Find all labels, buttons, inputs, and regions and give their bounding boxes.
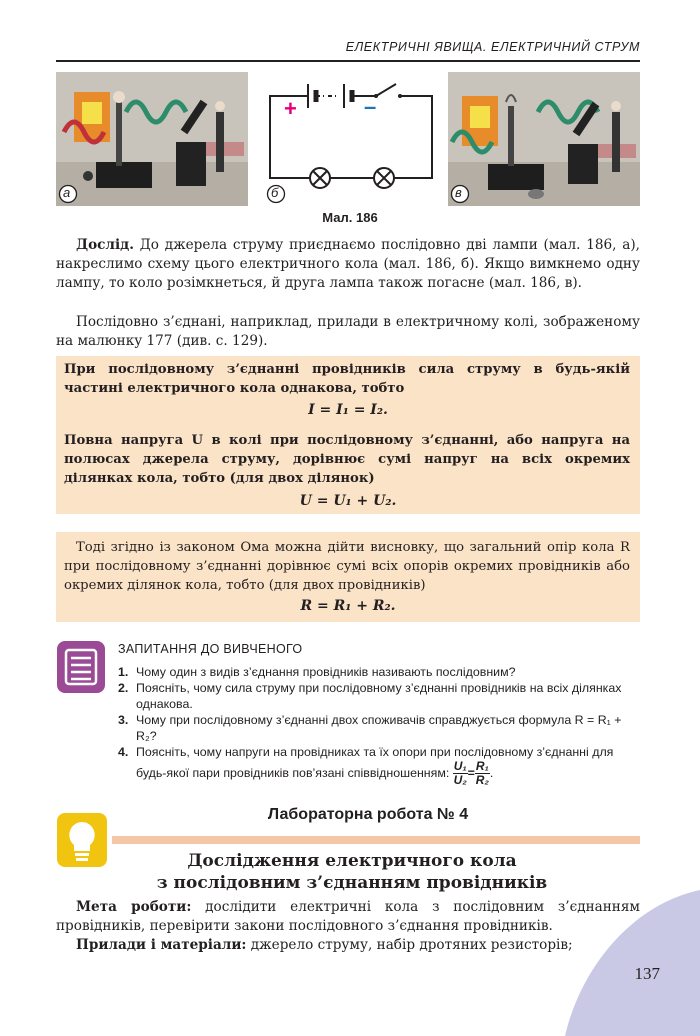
ratio-u1: U₁ xyxy=(453,759,467,773)
question-text: Поясніть, чому напруги на провідниках та їх опори при послідовному з’єднанні для будь-якої пари провідників пов’язані співвідношенням: xyxy=(136,745,614,780)
ratio-u2: U₂ xyxy=(453,773,467,787)
rule-resistance-content: Тоді згідно із законом Ома можна дійти висновку, що загальний опір кола R при послідовному з’єднанні дорівнює сумі всіх опорів окремих провідників або окремих ділянок кола, тобто (для двох провідників) xyxy=(64,540,630,593)
lab-subtitle-line1: Дослідження електричного кола xyxy=(187,851,517,871)
plus-sign: + xyxy=(284,96,297,121)
ratio-r xyxy=(475,760,490,787)
tools-text: джерело струму, набір дротяних резисторів; xyxy=(246,937,573,953)
paragraph-goal xyxy=(56,898,640,936)
label-a: а xyxy=(63,185,71,200)
questions-icon xyxy=(56,640,106,694)
photo-a xyxy=(56,72,248,206)
question-item xyxy=(118,712,642,744)
figure-caption: Мал. 186 xyxy=(322,210,378,225)
question-number: 4. xyxy=(118,745,129,759)
ratio-u xyxy=(453,760,468,787)
goal-text: дослідити електричні кола з послідовним з’єднанням провідників, перевірити закони послідовного з’єднання провідників. xyxy=(56,899,640,934)
ratio-eq: = xyxy=(467,765,475,780)
lab-title-rule xyxy=(112,836,640,844)
questions-list xyxy=(118,664,642,787)
paragraph-example: Послідовно з’єднані, наприклад, прилади в електричному колі, зображеному на малюнку 177 (див. с. 129). xyxy=(56,314,640,349)
paragraph-tools xyxy=(56,936,640,955)
question-text: Поясніть, чому сила струму при послідовному з’єднанні провідників на всіх ділянках однакова. xyxy=(136,681,622,711)
lab-subtitle xyxy=(120,850,584,894)
tools-lead: Прилади і матеріали: xyxy=(76,937,247,953)
header-rule xyxy=(56,60,640,62)
lightbulb-icon xyxy=(56,812,108,868)
question-text: Чому при послідовному з’єднанні двох споживачів справджується формула R = R₁ + R₂? xyxy=(136,713,622,743)
ratio-end: . xyxy=(489,765,494,780)
question-item xyxy=(118,680,642,712)
photo-c xyxy=(448,72,640,206)
goal-lead: Мета роботи: xyxy=(76,899,192,915)
formula-voltage: U = U₁ + U₂. xyxy=(299,493,397,509)
circuit-diagram xyxy=(264,72,440,206)
page-number: 137 xyxy=(634,964,660,983)
rule-voltage-text: Повна напруга U в колі при послідовному з’єднанні, або напруга на полюсах джерела струму, дорівнює сумі напруг на всіх окремих ділянках кола, тобто (для двох ділянок) xyxy=(64,433,630,486)
lab-title: Лабораторна робота № 4 xyxy=(267,806,469,823)
lab-subtitle-line2: з послідовним з’єднанням провідників xyxy=(156,873,548,893)
label-b: б xyxy=(271,185,279,200)
experiment-lead: Дослід. xyxy=(76,237,134,253)
question-number: 3. xyxy=(118,713,129,727)
question-item xyxy=(118,664,642,680)
question-number: 2. xyxy=(118,681,129,695)
ratio-r2: R₂ xyxy=(475,773,489,787)
running-header: ЕЛЕКТРИЧНІ ЯВИЩА. ЕЛЕКТРИЧНИЙ СТРУМ xyxy=(345,40,640,54)
rule-resistance-text xyxy=(64,538,630,595)
rule-box-current-voltage xyxy=(56,356,640,514)
experiment-text: До джерела струму приєднаємо послідовно дві лампи (мал. 186, а), накреслимо схему цього електричного кола (мал. 186, б). Якщо вимкнемо одну лампу, то коло розімкнеться, й друга лампа також погасне (мал. 186, в). xyxy=(56,237,640,291)
rule-box-resistance xyxy=(56,532,640,622)
question-text: Чому один з видів з’єднання провідників називають послідовним? xyxy=(136,665,516,679)
formula-resistance: R = R₁ + R₂. xyxy=(300,598,396,614)
rule-current-text: При послідовному з’єднанні провідників сила струму в будь-якій частині електричного кола однакова, тобто xyxy=(64,362,630,396)
formula-current: I = I₁ = I₂. xyxy=(308,402,388,418)
questions-title: ЗАПИТАННЯ ДО ВИВЧЕНОГО xyxy=(118,642,303,656)
paragraph-experiment xyxy=(56,236,640,293)
ratio-r1: R₁ xyxy=(475,759,489,773)
minus-sign: – xyxy=(364,94,377,119)
question-item xyxy=(118,744,642,787)
label-c: в xyxy=(455,185,462,200)
question-number: 1. xyxy=(118,665,129,679)
